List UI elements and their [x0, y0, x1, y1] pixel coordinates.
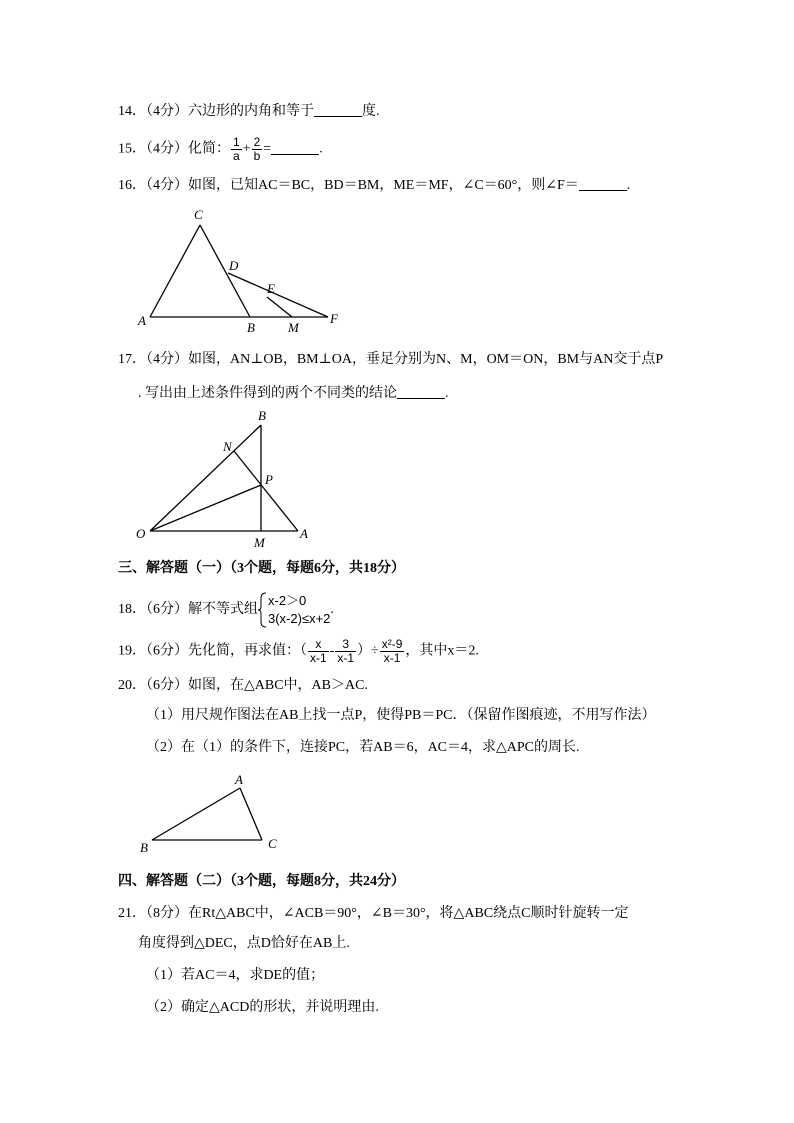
- question-14: 14．（4分）六边形的内角和等于 度.: [118, 104, 380, 119]
- label-p: P: [265, 472, 273, 487]
- label-c: C: [268, 836, 277, 851]
- label-m: M: [254, 535, 265, 550]
- question-21-part2: （2）确定△ACD的形状，并说明理由.: [146, 1000, 379, 1015]
- label-b: B: [140, 840, 148, 855]
- figure-q16: [130, 205, 360, 340]
- fraction: $\frac{x}{x-1}$: [310, 637, 327, 665]
- fraction: $\frac{\text{x²-9}}{x-1}$: [381, 637, 403, 665]
- segment-cb: [200, 225, 250, 317]
- question-20-part2: （2）在（1）的条件下，连接PC，若AB＝6，AC＝4，求△APC的周长.: [146, 740, 580, 755]
- label-n: N: [223, 439, 232, 454]
- question-18: 18．（6分）解不等式组 x-2＞0 3(x-2)≤x+2 .: [118, 593, 334, 626]
- inequality-system: x-2＞0 3(x-2)≤x+2: [268, 593, 331, 626]
- question-17: 17．（4分）如图，AN⊥OB，BM⊥OA，垂足分别为N、M，OM＝ON，BM与AN交于点P: [118, 352, 664, 367]
- label-a: A: [235, 772, 243, 787]
- fraction: $\frac{1}{a}$: [233, 135, 240, 163]
- question-15: 15．（4分）化简： $\frac{1}{a}$ + $\frac{2}{b}$ = .: [118, 135, 323, 163]
- segment-ac: [240, 788, 262, 840]
- question-19: 19．（6分）先化简，再求值：（ $\frac{x}{x-1}$ - $\frac{3}{x-1}$ ）÷ $\frac{\text{x²-9}}{x-1}$ ，其中x＝2.: [118, 637, 479, 665]
- figure-q20: [130, 768, 290, 860]
- question-20-part1: （1）用尺规作图法在AB上找一点P，使得PB＝PC．（保留作图痕迹，不用写作法）: [146, 708, 656, 723]
- segment-ob: [150, 425, 261, 531]
- answer-blank: [271, 140, 319, 155]
- label-f: F: [330, 311, 338, 326]
- segment-ac: [150, 225, 200, 317]
- segment-op: [150, 485, 261, 531]
- question-21-line2: 角度得到△DEC，点D恰好在AB上.: [138, 936, 350, 951]
- section-4-heading: 四、解答题（二）（3个题，每题8分，共24分）: [118, 874, 405, 889]
- brace: [258, 592, 268, 628]
- label-e: E: [267, 281, 275, 296]
- answer-blank: [397, 384, 445, 399]
- label-m: M: [288, 320, 299, 335]
- section-3-heading: 三、解答题（一）（3个题，每题6分，共18分）: [118, 561, 405, 576]
- label-a: A: [138, 313, 146, 328]
- label-b: B: [247, 320, 255, 335]
- figure-q17: [130, 405, 320, 553]
- answer-blank: [314, 102, 362, 117]
- label-a: A: [300, 526, 308, 541]
- question-20: 20．（6分）如图，在△ABC中，AB＞AC.: [118, 678, 368, 693]
- question-21: 21．（8分）在Rt△ABC中，∠ACB＝90°，∠B＝30°，将△ABC绕点C顺时针旋转一定: [118, 906, 629, 921]
- segment-df: [228, 273, 328, 317]
- segment-ba: [152, 788, 240, 840]
- question-21-part1: （1）若AC＝4，求DE的值；: [146, 968, 325, 983]
- question-17-line2: . 写出由上述条件得到的两个不同类的结论 .: [138, 386, 449, 401]
- fraction: $\frac{3}{x-1}$: [337, 637, 355, 665]
- question-16: 16．（4分）如图，已知AC＝BC，BD＝BM，ME＝MF，∠C＝60°，则∠F＝ .: [118, 178, 631, 193]
- segment-na: [234, 451, 298, 531]
- fraction: $\frac{2}{b}$: [253, 135, 261, 163]
- label-c: C: [194, 207, 203, 222]
- label-d: D: [229, 258, 239, 273]
- label-b: B: [258, 408, 266, 423]
- answer-blank: [579, 176, 627, 191]
- label-o: O: [136, 526, 146, 541]
